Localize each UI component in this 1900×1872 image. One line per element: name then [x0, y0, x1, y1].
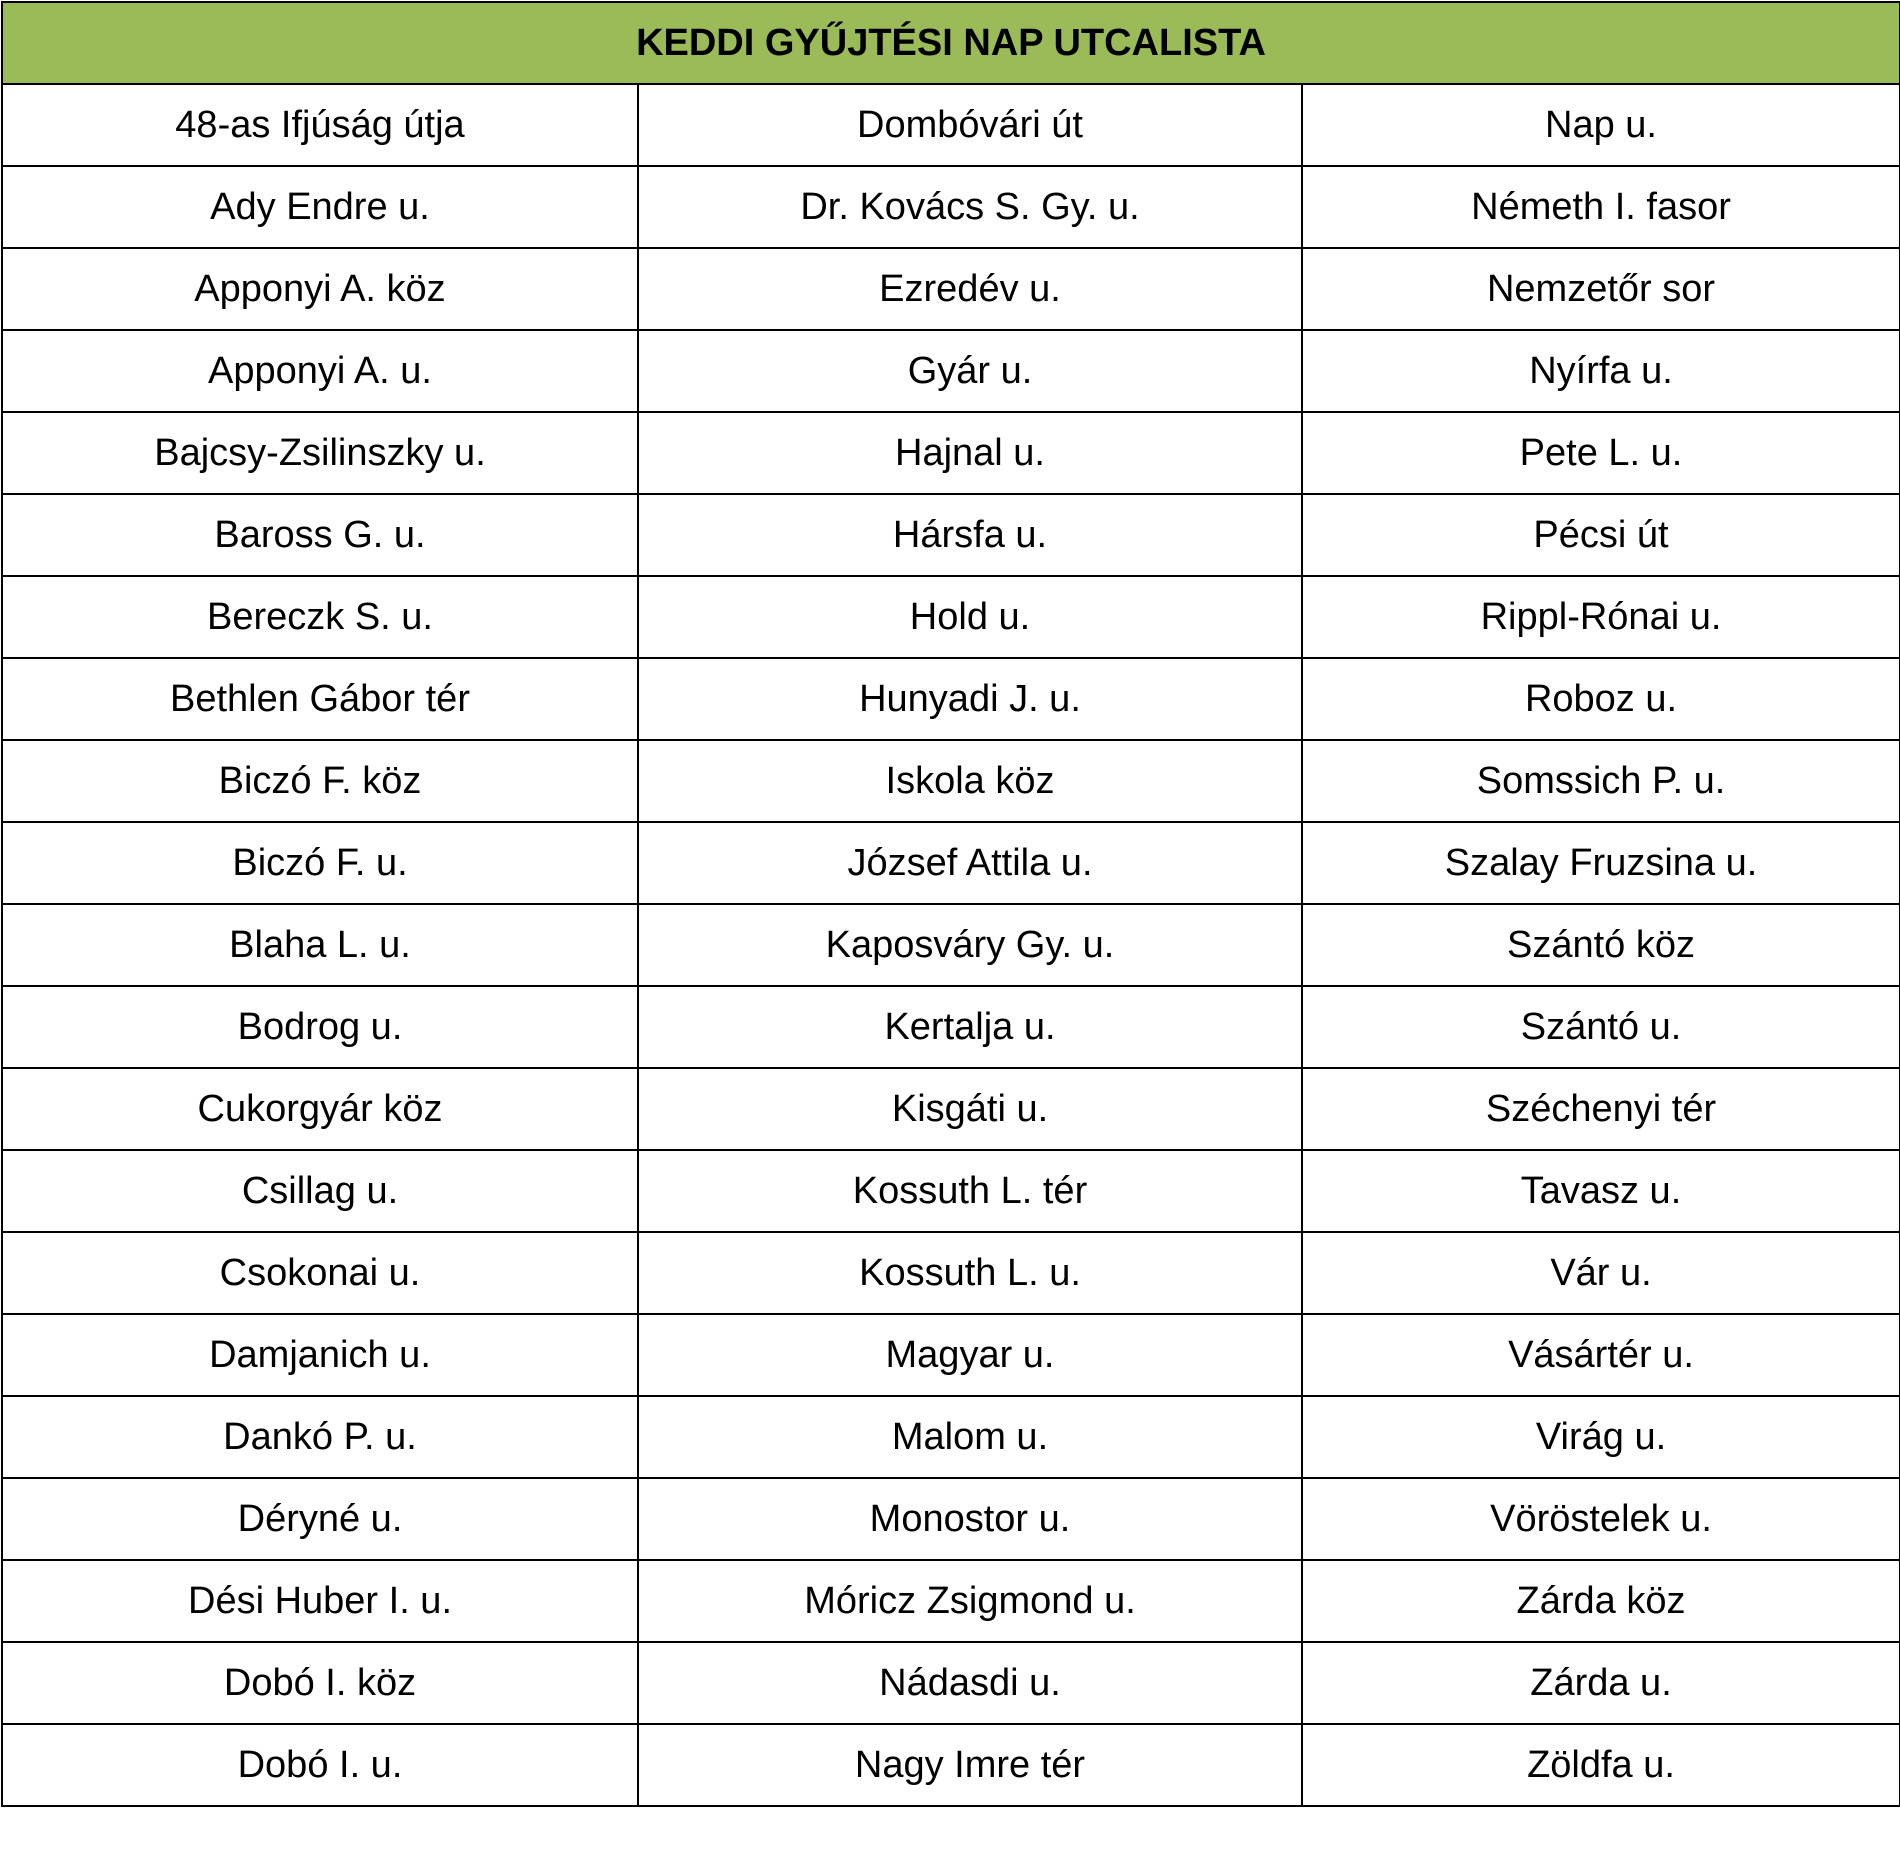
- street-name-cell: Kisgáti u.: [638, 1068, 1302, 1150]
- street-name-cell: 48-as Ifjúság útja: [2, 84, 638, 166]
- street-name-cell: Dobó I. köz: [2, 1642, 638, 1724]
- street-name-cell: Blaha L. u.: [2, 904, 638, 986]
- street-name-cell: Dési Huber I. u.: [2, 1560, 638, 1642]
- street-name-cell: Baross G. u.: [2, 494, 638, 576]
- street-name-cell: Damjanich u.: [2, 1314, 638, 1396]
- table-row: [2, 248, 1900, 330]
- street-name-cell: Dombóvári út: [638, 84, 1302, 166]
- table-row: [2, 1068, 1900, 1150]
- table-row: [2, 822, 1900, 904]
- street-name-cell: Csokonai u.: [2, 1232, 638, 1314]
- street-name-cell: Kossuth L. tér: [638, 1150, 1302, 1232]
- street-name-cell: Nagy Imre tér: [638, 1724, 1302, 1806]
- street-name-cell: József Attila u.: [638, 822, 1302, 904]
- street-name-cell: Monostor u.: [638, 1478, 1302, 1560]
- street-name-cell: Pete L. u.: [1302, 412, 1900, 494]
- table-row: [2, 1724, 1900, 1806]
- street-name-cell: Tavasz u.: [1302, 1150, 1900, 1232]
- street-name-cell: Ady Endre u.: [2, 166, 638, 248]
- street-name-cell: Móricz Zsigmond u.: [638, 1560, 1302, 1642]
- street-name-cell: Biczó F. köz: [2, 740, 638, 822]
- street-name-cell: Virág u.: [1302, 1396, 1900, 1478]
- table-row: [2, 1396, 1900, 1478]
- table-row: [2, 1150, 1900, 1232]
- street-name-cell: Apponyi A. u.: [2, 330, 638, 412]
- street-name-cell: Hársfa u.: [638, 494, 1302, 576]
- street-name-cell: Apponyi A. köz: [2, 248, 638, 330]
- street-name-cell: Vásártér u.: [1302, 1314, 1900, 1396]
- street-name-cell: Ezredév u.: [638, 248, 1302, 330]
- street-name-cell: Magyar u.: [638, 1314, 1302, 1396]
- table-row: [2, 412, 1900, 494]
- street-name-cell: Biczó F. u.: [2, 822, 638, 904]
- table-row: [2, 904, 1900, 986]
- street-name-cell: Dr. Kovács S. Gy. u.: [638, 166, 1302, 248]
- table-row: [2, 1478, 1900, 1560]
- table-row: [2, 1232, 1900, 1314]
- street-name-cell: Hajnal u.: [638, 412, 1302, 494]
- street-list-table: [1, 1, 1900, 1807]
- table-title: KEDDI GYŰJTÉSI NAP UTCALISTA: [2, 2, 1900, 84]
- street-name-cell: Pécsi út: [1302, 494, 1900, 576]
- street-name-cell: Bereczk S. u.: [2, 576, 638, 658]
- street-name-cell: Nyírfa u.: [1302, 330, 1900, 412]
- street-name-cell: Szalay Fruzsina u.: [1302, 822, 1900, 904]
- street-name-cell: Hold u.: [638, 576, 1302, 658]
- table-row: [2, 740, 1900, 822]
- street-name-cell: Dobó I. u.: [2, 1724, 638, 1806]
- street-name-cell: Roboz u.: [1302, 658, 1900, 740]
- street-name-cell: Hunyadi J. u.: [638, 658, 1302, 740]
- table-row: [2, 1314, 1900, 1396]
- table-row: [2, 1642, 1900, 1724]
- street-name-cell: Déryné u.: [2, 1478, 638, 1560]
- street-rows: [2, 84, 1900, 1806]
- street-name-cell: Kertalja u.: [638, 986, 1302, 1068]
- street-name-cell: Vöröstelek u.: [1302, 1478, 1900, 1560]
- street-name-cell: Zárda köz: [1302, 1560, 1900, 1642]
- street-name-cell: Szántó u.: [1302, 986, 1900, 1068]
- street-name-cell: Zöldfa u.: [1302, 1724, 1900, 1806]
- street-name-cell: Vár u.: [1302, 1232, 1900, 1314]
- street-name-cell: Rippl-Rónai u.: [1302, 576, 1900, 658]
- street-name-cell: Malom u.: [638, 1396, 1302, 1478]
- title-row: [2, 2, 1900, 84]
- table-row: [2, 986, 1900, 1068]
- street-name-cell: Dankó P. u.: [2, 1396, 638, 1478]
- street-name-cell: Gyár u.: [638, 330, 1302, 412]
- street-name-cell: Bethlen Gábor tér: [2, 658, 638, 740]
- street-name-cell: Széchenyi tér: [1302, 1068, 1900, 1150]
- street-name-cell: Bodrog u.: [2, 986, 638, 1068]
- street-name-cell: Nemzetőr sor: [1302, 248, 1900, 330]
- table-row: [2, 166, 1900, 248]
- street-name-cell: Kaposváry Gy. u.: [638, 904, 1302, 986]
- table-row: [2, 84, 1900, 166]
- table-row: [2, 658, 1900, 740]
- street-name-cell: Nap u.: [1302, 84, 1900, 166]
- street-name-cell: Cukorgyár köz: [2, 1068, 638, 1150]
- street-name-cell: Somssich P. u.: [1302, 740, 1900, 822]
- street-name-cell: Csillag u.: [2, 1150, 638, 1232]
- table-row: [2, 494, 1900, 576]
- street-name-cell: Bajcsy-Zsilinszky u.: [2, 412, 638, 494]
- street-name-cell: Nádasdi u.: [638, 1642, 1302, 1724]
- street-name-cell: Kossuth L. u.: [638, 1232, 1302, 1314]
- table-row: [2, 330, 1900, 412]
- street-name-cell: Iskola köz: [638, 740, 1302, 822]
- table-row: [2, 1560, 1900, 1642]
- table-row: [2, 576, 1900, 658]
- street-name-cell: Németh I. fasor: [1302, 166, 1900, 248]
- street-name-cell: Zárda u.: [1302, 1642, 1900, 1724]
- street-name-cell: Szántó köz: [1302, 904, 1900, 986]
